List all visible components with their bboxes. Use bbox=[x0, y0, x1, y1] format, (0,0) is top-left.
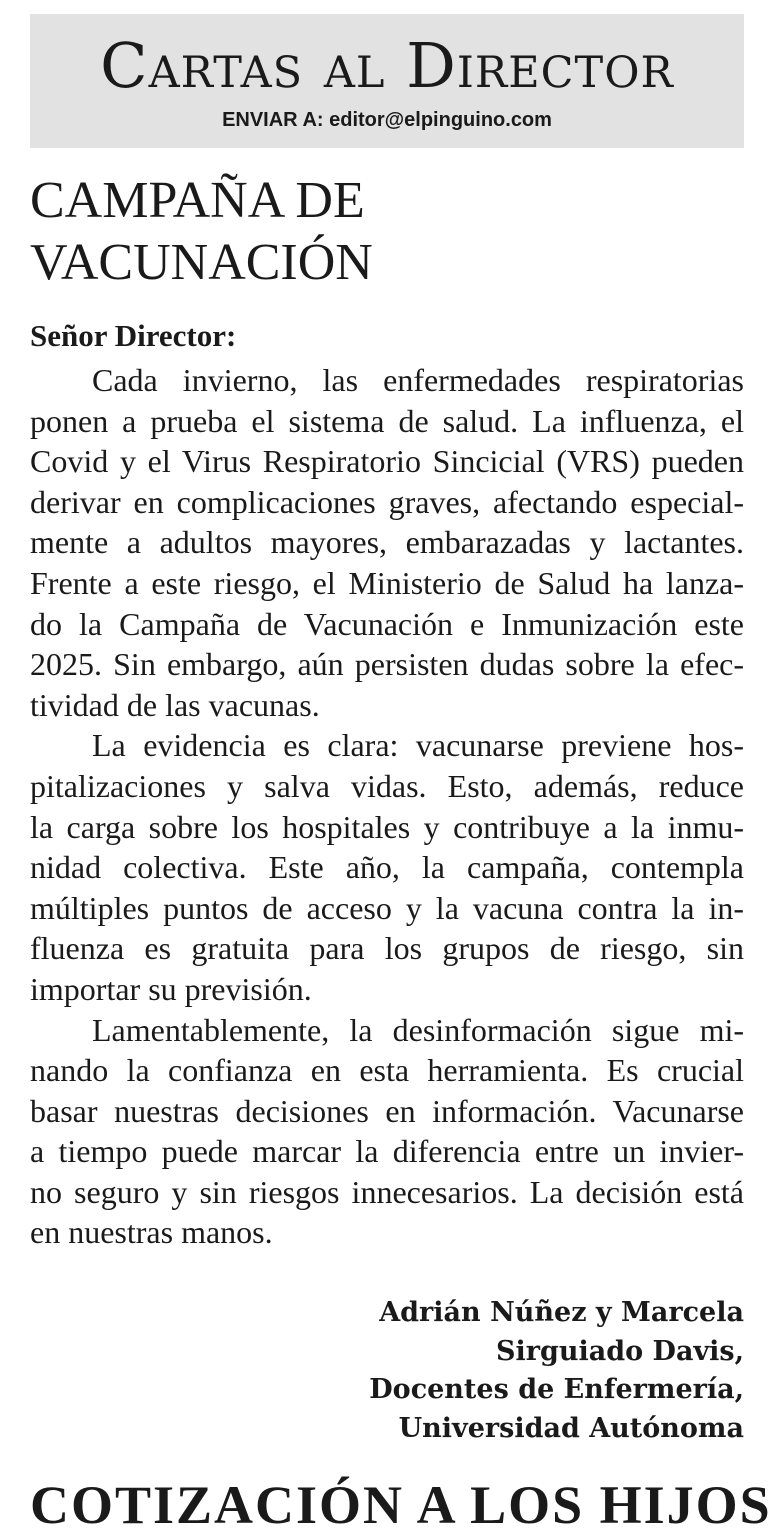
text-line: Cada invierno, las enfermedades respiratorias bbox=[92, 362, 744, 398]
letter-signature bbox=[369, 1294, 744, 1448]
text-line: nidad colectiva. Este año, la campaña, contempla bbox=[30, 849, 744, 886]
text-line: 2025. Sin embargo, aún persisten dudas sobre la efec- bbox=[30, 646, 744, 683]
text-line: ponen a prueba el sistema de salud. La influenza, el bbox=[30, 402, 744, 439]
salutation: Señor Director: bbox=[30, 318, 237, 353]
signature-line: Docentes de Enfermería, bbox=[369, 1374, 744, 1405]
section-header bbox=[30, 14, 744, 148]
text-line: derivar en complicaciones graves, afectando especial- bbox=[30, 483, 744, 520]
paragraph-2 bbox=[30, 725, 744, 1009]
text-line: múltiples puntos de acceso y la vacuna contra la in- bbox=[30, 889, 744, 926]
section-title: Cartas al Director bbox=[100, 29, 674, 102]
headline-line: VACUNACIÓN bbox=[30, 234, 373, 291]
text-line: fluenza es gratuita para los grupos de riesgo, sin bbox=[30, 930, 744, 967]
text-line: nando la confianza en esta herramienta. Es crucial bbox=[30, 1052, 744, 1089]
next-article-headline-cropped bbox=[30, 1475, 772, 1535]
signature-line: Universidad Autónoma bbox=[398, 1412, 744, 1444]
text-line: no seguro y sin riesgos innecesarios. La decisión está bbox=[30, 1173, 744, 1210]
article-headline bbox=[30, 170, 744, 294]
text-line: mente a adultos mayores, embarazadas y lactantes. bbox=[30, 524, 744, 561]
text-line: Frente a este riesgo, el Ministerio de Salud ha lanza- bbox=[30, 564, 744, 601]
text-line: Lamentablemente, la desinformación sigue mi- bbox=[92, 1011, 744, 1048]
signature-line: Adrián Núñez y Marcela bbox=[379, 1297, 744, 1328]
text-line: importar su previsión. bbox=[30, 970, 312, 1007]
text-line: tividad de las vacunas. bbox=[30, 686, 320, 723]
text-line: La evidencia es clara: vacunarse previene hos- bbox=[92, 727, 744, 764]
text-line: do la Campaña de Vacunación e Inmunización este bbox=[30, 605, 744, 642]
text-line: a tiempo puede marcar la diferencia entre un invier- bbox=[30, 1133, 744, 1170]
signature-line: Sirguiado Davis, bbox=[496, 1335, 744, 1367]
text-line: basar nuestras decisiones en información. Vacunarse bbox=[30, 1092, 744, 1129]
text-line: en nuestras manos. bbox=[30, 1214, 273, 1251]
send-to-email: ENVIAR A: editor@elpinguino.com bbox=[222, 109, 552, 131]
text-line: Covid y el Virus Respiratorio Sincicial (VRS) pueden bbox=[30, 443, 744, 480]
letter-body bbox=[30, 360, 744, 1253]
text-line: pitalizaciones y salva vidas. Esto, además, reduce bbox=[30, 767, 744, 804]
text-line: la carga sobre los hospitales y contribuye a la inmu- bbox=[30, 808, 744, 845]
paragraph-1 bbox=[30, 360, 744, 725]
headline-line: CAMPAÑA DE bbox=[30, 172, 365, 229]
next-article-headline: COTIZACIÓN A LOS HIJOS bbox=[30, 1475, 772, 1535]
paragraph-3 bbox=[30, 1010, 744, 1254]
